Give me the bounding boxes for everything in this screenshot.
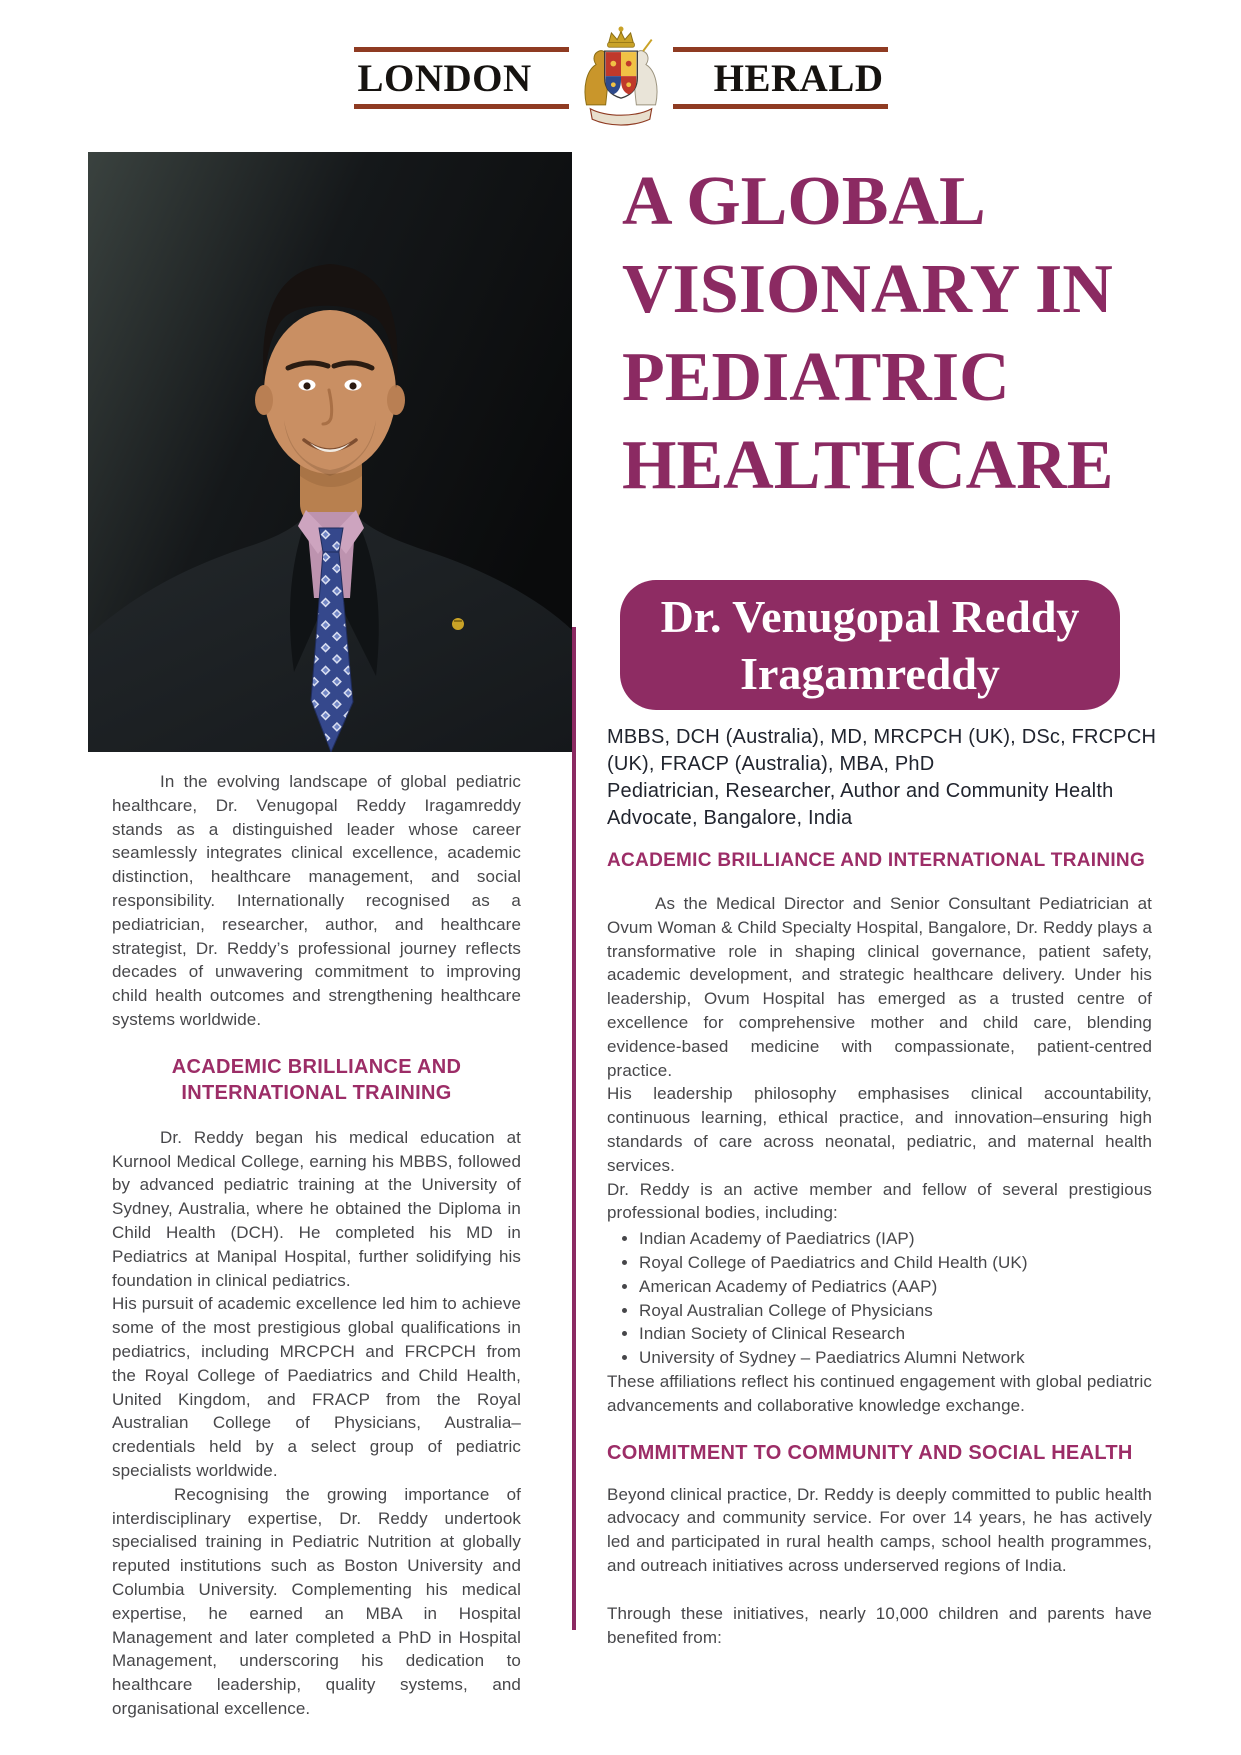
column-divider: [572, 627, 576, 1630]
paragraph-member-intro: Dr. Reddy is an active member and fellow of several prestigious professional bodies, including:: [607, 1179, 1152, 1223]
list-item: • Royal Australian College of Physicians: [639, 1299, 1152, 1323]
intro-paragraph: In the evolving landscape of global pediatric healthcare, Dr. Venugopal Reddy Iragamreddy stands as a distinguished leader whose career seamlessly integrates clinical excellence, academic distinction, healthcare management, and social responsibility. Internationally recognised as a pediatrician, researcher, author, and healthcare strategist, Dr. Reddy’s professional journey reflects decades of unwavering commitment to improving child health outcomes and strengthening healthcare systems worldwide.: [112, 772, 521, 1029]
masthead-word-herald: HERALD: [713, 56, 884, 100]
list-item: • Indian Society of Clinical Research: [639, 1322, 1152, 1346]
masthead-word-london: LONDON: [357, 56, 532, 100]
left-column: [112, 770, 521, 1721]
section-heading-community: COMMITMENT TO COMMUNITY AND SOCIAL HEALTH: [607, 1441, 1133, 1464]
coat-of-arms-icon: [569, 19, 673, 137]
headline-line-2: VISIONARY IN: [622, 251, 1113, 328]
headline-line-1: A GLOBAL: [622, 163, 986, 240]
article-headline: [622, 158, 1170, 510]
list-item: • University of Sydney – Paediatrics Alumni Network: [639, 1346, 1152, 1370]
portrait-photo: [88, 152, 572, 752]
paragraph-affiliations-summary: These affiliations reflect his continued engagement with global pediatric advancements and collaborative knowledge exchange.: [607, 1371, 1152, 1415]
section-heading-academic-right: ACADEMIC BRILLIANCE AND INTERNATIONAL TRAINING: [607, 850, 1146, 871]
paragraph-interdisciplinary: Recognising the growing importance of interdisciplinary expertise, Dr. Reddy undertook specialised training in Pediatric Nutrition at globally reputed institutions such as Boston University and Columbia University. Complementing his medical expertise, he earned an MBA in Hospital Management and later completed a PhD in Hospital Management, underscoring his dedication to healthcare leadership, quality systems, and organisational excellence.: [112, 1484, 521, 1718]
right-column: [607, 850, 1152, 1649]
credentials-qualifications: MBBS, DCH (Australia), MD, MRCPCH (UK), DSc, FRCPCH (UK), FRACP (Australia), MBA, PhD: [607, 726, 1157, 775]
paragraph-community: Beyond clinical practice, Dr. Reddy is deeply committed to public health advocacy and community service. For over 14 years, he has actively led and participated in rural health camps, school health programmes, and outreach initiatives across underserved regions of India.: [607, 1484, 1152, 1575]
name-banner-line-1: Dr. Venugopal Reddy: [660, 591, 1080, 642]
paragraph-initiatives: Through these initiatives, nearly 10,000 children and parents have benefited from:: [607, 1603, 1152, 1647]
paragraph-qualifications: His pursuit of academic excellence led him to achieve some of the most prestigious global qualifications in pediatrics, including MRCPCH and FRCPCH from the Royal College of Paediatrics and Child Health, United Kingdom, and FRACP from the Royal Australian College of Physicians, Australia–credentials held by a select group of pediatric specialists worldwide.: [112, 1294, 521, 1480]
paragraph-medical-director: As the Medical Director and Senior Consultant Pediatrician at Ovum Woman & Child Specialty Hospital, Bangalore, Dr. Reddy plays a transformative role in shaping clinical governance, patient safety, academic development, and strategic healthcare delivery. Under his leadership, Ovum Hospital has emerged as a trusted centre of excellence for comprehensive mother and child care, blending evidence-based medicine with compassionate, patient-centred practice.: [607, 894, 1152, 1080]
headline-line-3: PEDIATRIC: [622, 339, 1010, 416]
name-banner: [620, 580, 1120, 710]
name-banner-line-2: Iragamreddy: [740, 648, 1000, 699]
list-item: • Indian Academy of Paediatrics (IAP): [639, 1227, 1152, 1251]
headline-line-4: HEALTHCARE: [622, 427, 1114, 504]
masthead: [354, 47, 888, 109]
credentials-block: [607, 724, 1165, 832]
list-item: • American Academy of Pediatrics (AAP): [639, 1275, 1152, 1299]
credentials-roles: Pediatrician, Researcher, Author and Community Health Advocate, Bangalore, India: [607, 780, 1114, 829]
paragraph-education: Dr. Reddy began his medical education at Kurnool Medical College, earning his MBBS, followed by advanced pediatric training at the University of Sydney, Australia, where he obtained the Diploma in Child Health (DCH). He completed his MD in Pediatrics at Manipal Hospital, further solidifying his foundation in clinical pediatrics.: [112, 1127, 521, 1290]
paragraph-leadership-philosophy: His leadership philosophy emphasises clinical accountability, continuous learning, ethical practice, and innovation–ensuring high standards of care across neonatal, pediatric, and maternal health services.: [607, 1084, 1152, 1175]
section-heading-academic-left: ACADEMIC BRILLIANCE AND INTERNATIONAL TRAINING: [171, 1055, 462, 1104]
list-item: • Royal College of Paediatrics and Child Health (UK): [639, 1251, 1152, 1275]
affiliations-list: [607, 1227, 1152, 1370]
